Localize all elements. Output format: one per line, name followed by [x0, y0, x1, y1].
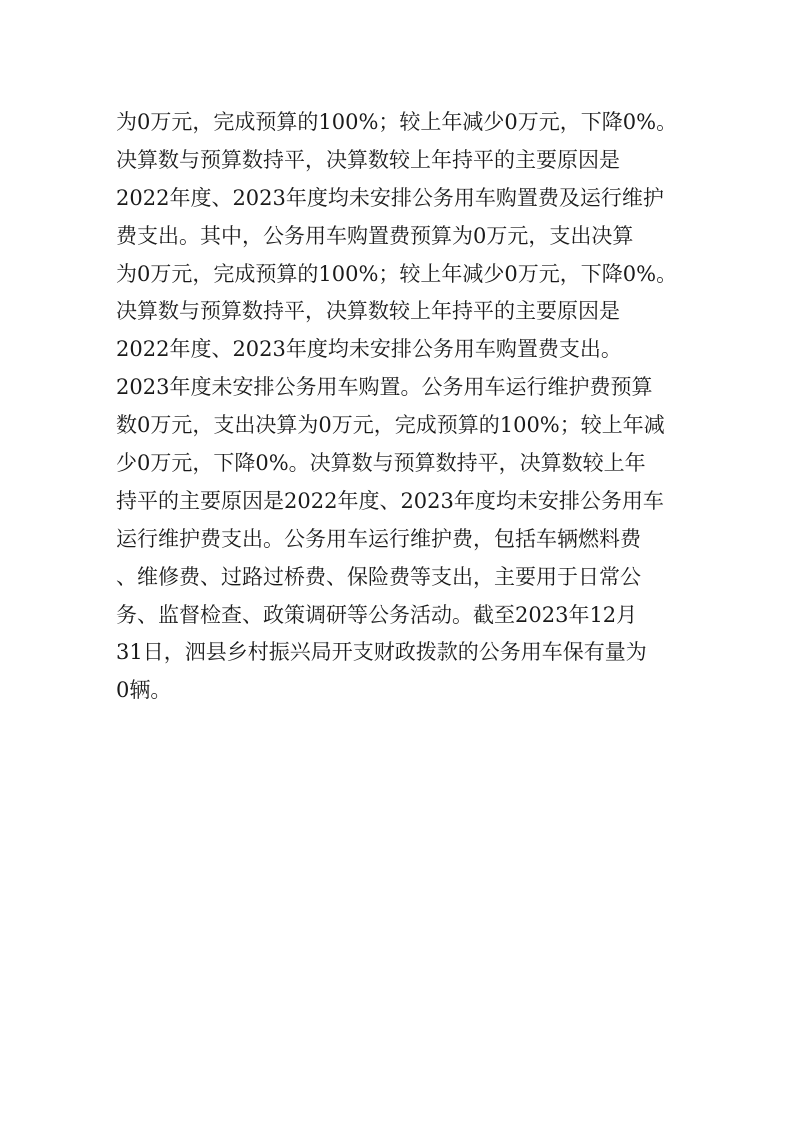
- text-line: 运行维护费支出。公务用车运行维护费，包括车辆燃料费: [116, 526, 641, 551]
- text-line: 为0万元，完成预算的100%；较上年减少0万元，下降0%。: [116, 110, 678, 134]
- text-line: 、维修费、过路过桥费、保险费等支出，主要用于日常公: [116, 564, 641, 589]
- text-line: 为0万元，完成预算的100%；较上年减少0万元，下降0%。: [116, 261, 678, 286]
- text-line: 少0万元，下降0%。决算数与预算数持平，决算数较上年: [116, 451, 646, 476]
- text-line: 2022年度、2023年度均未安排公务用车购置费支出。: [116, 337, 622, 362]
- text-line: 决算数与预算数持平，决算数较上年持平的主要原因是: [116, 299, 620, 324]
- text-line: 2022年度、2023年度均未安排公务用车购置费及运行维护: [116, 185, 664, 210]
- body-paragraph: [116, 104, 696, 710]
- text-line: 数0万元，支出决算为0万元，完成预算的100%；较上年减: [116, 413, 665, 438]
- text-line: 决算数与预算数持平，决算数较上年持平的主要原因是: [116, 147, 620, 172]
- text-line: 0辆。: [116, 678, 172, 703]
- text-line: 务、监督检查、政策调研等公务活动。截至2023年12月: [116, 602, 638, 627]
- text-line: 2023年度未安排公务用车购置。公务用车运行维护费预算: [116, 375, 653, 400]
- text-line: 31日，泗县乡村振兴局开支财政拨款的公务用车保有量为: [116, 640, 647, 665]
- text-line: 费支出。其中，公务用车购置费预算为0万元，支出决算: [116, 223, 634, 248]
- text-line: 持平的主要原因是2022年度、2023年度均未安排公务用车: [116, 488, 664, 513]
